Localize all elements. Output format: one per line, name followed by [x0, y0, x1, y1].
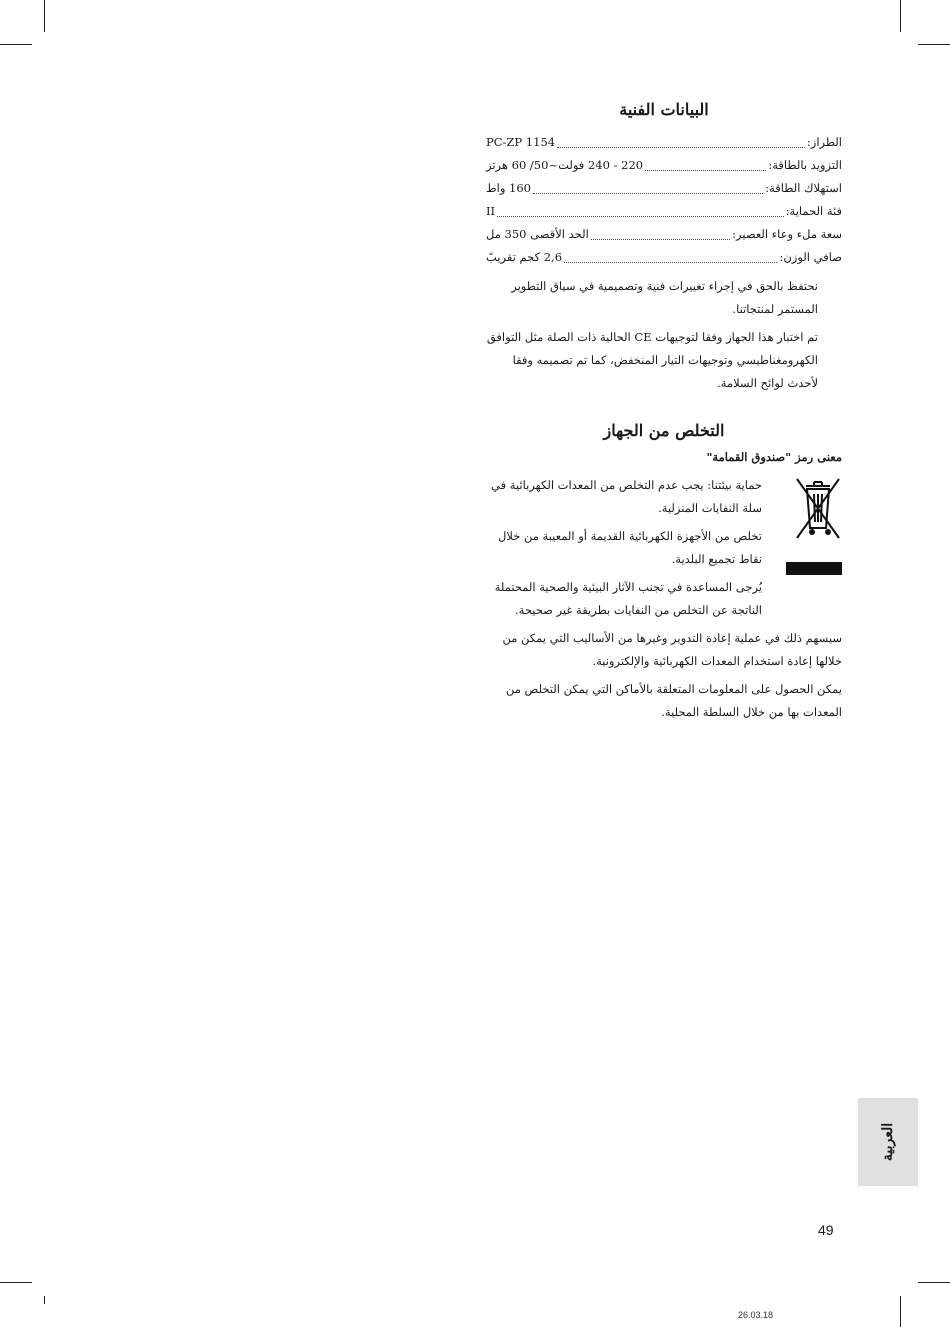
spec-label: استهلاك الطاقة:: [765, 181, 842, 195]
print-date: 26.03.18: [738, 1310, 774, 1320]
spec-value: الحد الأقصى 350 مل: [486, 227, 589, 241]
spec-label: فئة الحماية:: [785, 204, 842, 218]
crop-mark: [918, 1282, 950, 1283]
changes-note: نحتفظ بالحق في إجراء تغييرات فنية وتصميمية في سياق التطوير المستمر لمنتجاتنا.: [511, 279, 818, 316]
weee-symbol: [762, 474, 842, 627]
spec-value: 220 - 240 فولت~50/ 60 هرتز: [486, 158, 644, 172]
disposal-items: [486, 474, 762, 627]
leader-dots: [557, 147, 805, 148]
spec-row-juice-capacity: [486, 223, 842, 246]
recycling-paragraph: سيسهم ذلك في عملية إعادة التدوير وغيرها من الأساليب التي يمكن من خلالها إعادة استخدام المعدات الكهربائية والإلكترونية.: [502, 631, 842, 668]
spec-row-model: [486, 131, 842, 154]
crop-mark: [0, 1282, 32, 1283]
crop-mark: [44, 1296, 45, 1304]
disposal-heading: التخلص من الجهاز: [603, 421, 725, 440]
crop-mark: [44, 0, 45, 32]
spec-value: II: [486, 204, 496, 218]
crop-mark: [900, 1296, 901, 1327]
leader-dots: [591, 239, 730, 240]
crop-mark: [900, 0, 901, 32]
crop-mark: [0, 44, 32, 45]
spec-value: PC-ZP 1154: [486, 135, 556, 149]
spec-label: سعة ملء وعاء العصير:: [732, 227, 842, 241]
spec-value: 2,6 كجم تقريبً: [486, 250, 563, 264]
spec-row-protection-class: [486, 200, 842, 223]
spec-label: التزويد بالطاقة:: [768, 158, 842, 172]
leader-dots: [497, 216, 784, 217]
main-content: [486, 100, 842, 729]
language-tab-label: العربية: [880, 1122, 896, 1162]
disposal-block: [486, 474, 842, 627]
weee-bar: [786, 562, 842, 575]
crop-mark: [918, 44, 950, 45]
tech-data-heading: البيانات الفنية: [619, 100, 709, 119]
spec-list: [486, 131, 842, 269]
local-authority-paragraph: يمكن الحصول على المعلومات المتعلقة بالأماكن التي يمكن التخلص من المعدات بها من خلال السلطة المحلية.: [505, 682, 842, 719]
leader-dots: [645, 170, 766, 171]
spec-row-power-supply: [486, 154, 842, 177]
spec-row-power-consumption: [486, 177, 842, 200]
language-tab: [858, 1098, 918, 1186]
disposal-item: تخلص من الأجهزة الكهربائية القديمة أو المعيبة من خلال نقاط تجميع البلدية.: [497, 529, 762, 566]
spec-value: 160 واط: [486, 181, 531, 195]
crossed-bin-icon: [794, 476, 842, 544]
spec-label: صافي الوزن:: [779, 250, 842, 264]
disposal-item: حماية بيئتنا: يجب عدم التخلص من المعدات الكهربائية في سلة النفايات المنزلية.: [491, 478, 762, 515]
page-number: 49: [818, 1222, 834, 1238]
disposal-item: يُرجى المساعدة في تجنب الآثار البيئية والصحية المحتملة الناتجة عن التخلص من النفايات بطريقة غير صحيحة.: [494, 580, 762, 617]
spec-label: الطراز:: [806, 135, 842, 149]
ce-note: تم اختبار هذا الجهاز وفقا لتوجيهات CE الحالية ذات الصلة مثل التوافق الكهرومغناطيسي وتوجيهات التيار المنخفض، كما تم تصميمه وفقا لأحدث لوائح السلامة.: [486, 330, 818, 390]
leader-dots: [533, 193, 763, 194]
spec-row-net-weight: [486, 246, 842, 269]
leader-dots: [564, 262, 777, 263]
disposal-subtitle: معنى رمز "صندوق القمامة": [706, 450, 842, 464]
